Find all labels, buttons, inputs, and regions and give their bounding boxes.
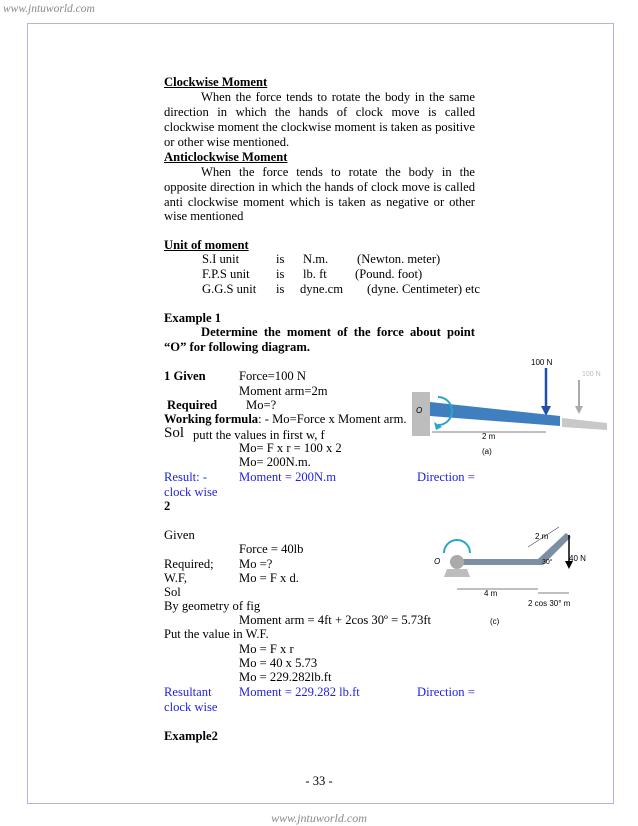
example1-result-value: Moment = 200N.m [239, 470, 337, 484]
figure-c-moment-arc [444, 540, 470, 553]
unit-system: F.P.S unit [202, 267, 250, 281]
example2-result-label: Resultant [164, 685, 212, 699]
figure-a-force-label-ghost: 100 N [582, 371, 601, 378]
example2-next-heading: Example2 [164, 729, 218, 743]
figure-a-dimension-label: 2 m [482, 432, 496, 441]
example1-calc-line: Mo= 200N.m. [239, 455, 311, 469]
example1-given-label: 1 Given [164, 369, 206, 383]
anticlockwise-text-line: opposite direction in which the hands of clock move is called [164, 180, 475, 194]
example2-calc-line: Mo = 229.282lb.ft [239, 670, 332, 684]
example2-direction-label: Direction = [417, 685, 475, 699]
example2-result-value: Moment = 229.282 lb.ft [239, 685, 360, 699]
unit-system: S.I unit [202, 252, 240, 266]
example2-wf-value: Mo = F x d. [239, 571, 299, 585]
figure-c-support [444, 569, 470, 577]
clockwise-text-line: or other wise mentioned. [164, 135, 290, 149]
example2-given-label: Given [164, 528, 195, 542]
figure-a-ghost-arrowhead [575, 406, 583, 414]
example2-force: Force = 40lb [239, 542, 304, 556]
formula-label: Working formula [164, 412, 259, 426]
figure-c-slant-dimension: 2 m [535, 532, 549, 541]
figure-c-caption: (c) [490, 617, 500, 626]
unit-description: (dyne. Centimeter) etc [367, 282, 480, 296]
unit-symbol: dyne.cm [300, 282, 344, 296]
example2-put-value: Put the value in W.F. [164, 627, 269, 641]
figure-c-projection-dimension: 2 cos 30° m [528, 599, 571, 608]
example1-result-label: Result: - [164, 470, 208, 484]
figure-a-ghost-beam [562, 418, 607, 430]
example1-calc-line: Mo= F x r = 100 x 2 [239, 441, 342, 455]
example2-calc-line: Mo = 40 x 5.73 [239, 656, 318, 670]
example1-direction-value: clock wise [164, 485, 218, 499]
figure-c-point-label: O [434, 557, 441, 566]
watermark-top: www.jntuworld.com [3, 3, 95, 15]
unit-description: (Newton. meter) [357, 252, 441, 266]
figure-c-base-dimension: 4 m [484, 589, 498, 598]
anticlockwise-text-line: wise mentioned [164, 209, 244, 223]
example1-required-value: Mo=? [246, 398, 277, 412]
example2-required-label: Required; [164, 557, 214, 571]
example2-arm-line: Moment arm = 4ft + 2cos 30º = 5.73ft [239, 613, 432, 627]
example2-calc-line: Mo = F x r [239, 642, 294, 656]
example1-next-number: 2 [164, 499, 171, 513]
page-number: - 33 - [305, 774, 333, 788]
example1-prompt-line: “O” for following diagram. [164, 340, 310, 354]
figure-a-diagram [412, 352, 612, 460]
clockwise-text-line: direction in which the hands of clock move is called [164, 105, 475, 119]
figure-c-angle-label: 30° [542, 559, 553, 566]
example2-wf-label: W.F, [164, 571, 188, 585]
unit-is: is [276, 282, 285, 296]
example2-direction-value: clock wise [164, 700, 218, 714]
unit-symbol: N.m. [303, 252, 329, 266]
figure-a-moment-arrowhead [434, 422, 442, 430]
example1-heading: Example 1 [164, 311, 222, 325]
example2-sol-label: Sol [164, 585, 181, 599]
figure-c-pin [450, 555, 464, 569]
watermark-bottom: www.jntuworld.com [271, 811, 367, 825]
figure-c-force-label: 40 N [569, 554, 586, 563]
figure-a-beam [430, 402, 560, 426]
units-heading: Unit of moment [164, 238, 249, 252]
unit-system: G.G.S unit [202, 282, 257, 296]
example1-sol-label: Sol [164, 425, 185, 441]
example1-arm: Moment arm=2m [239, 384, 328, 398]
anticlockwise-text-line: When the force tends to rotate the body in the [201, 165, 475, 179]
unit-symbol: lb. ft [303, 267, 327, 281]
unit-is: is [276, 267, 285, 281]
unit-is: is [276, 252, 285, 266]
example1-direction-label: Direction = [417, 470, 475, 484]
example2-geometry-line: By geometry of fig [164, 599, 261, 613]
anticlockwise-heading: Anticlockwise Moment [164, 150, 288, 164]
formula-value: : - Mo=Force x Moment arm. [258, 412, 407, 426]
figure-c-diagram [430, 517, 610, 629]
clockwise-heading: Clockwise Moment [164, 75, 268, 89]
example1-prompt-line: Determine the moment of the force about point [201, 325, 475, 339]
clockwise-text-line: When the force tends to rotate the body in the same [201, 90, 475, 104]
example1-sol-text: putt the values in first w, f [193, 428, 325, 442]
figure-a-caption: (a) [482, 447, 492, 456]
anticlockwise-text-line: anti clockwise moment which is taken as negative or other [164, 195, 475, 209]
clockwise-text-line: clockwise moment the clockwise moment is taken as positive [164, 120, 475, 134]
example1-formula [164, 412, 407, 427]
unit-description: (Pound. foot) [355, 267, 423, 281]
figure-a-point-label: O [416, 406, 423, 415]
example1-required-label: Required [167, 398, 218, 412]
figure-a-force-label: 100 N [531, 358, 553, 367]
example1-force: Force=100 N [239, 369, 306, 383]
example2-required-value: Mo =? [239, 557, 273, 571]
